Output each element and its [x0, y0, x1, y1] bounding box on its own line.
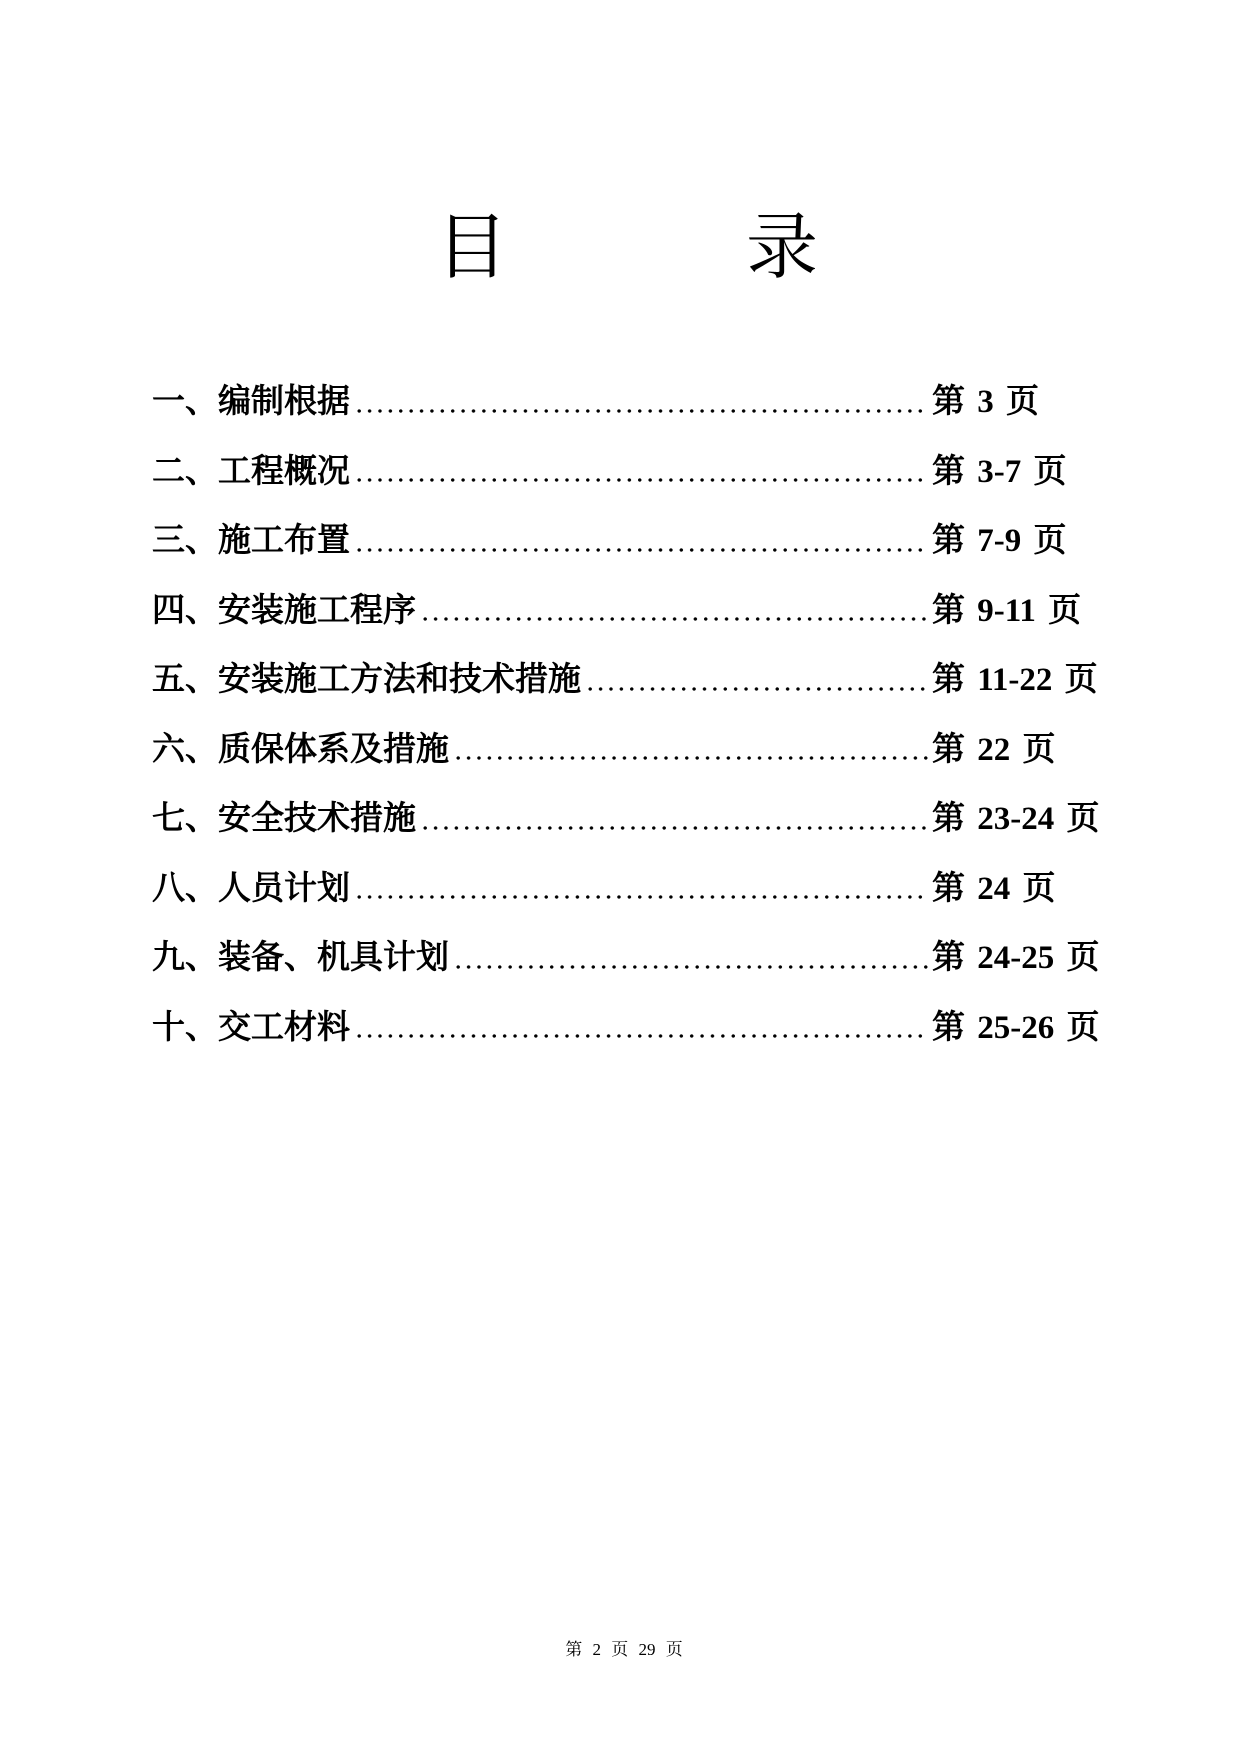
- toc-entry: [152, 723, 928, 770]
- toc-label: 三、施工布置: [152, 523, 350, 560]
- toc-row: [152, 642, 1152, 712]
- toc-label: 二、工程概况: [152, 453, 350, 490]
- toc-label: 六、质保体系及措施: [152, 731, 449, 768]
- toc-entry: [152, 931, 928, 978]
- toc-row: [152, 503, 1152, 573]
- toc-leader-dots: [453, 756, 928, 760]
- toc-leader-dots: [354, 548, 928, 552]
- toc-row: [152, 781, 1152, 851]
- toc-label: 七、安全技术措施: [152, 801, 416, 838]
- page-footer: 第 2 页 29 页: [565, 1640, 683, 1659]
- toc-entry: [152, 792, 928, 839]
- toc-row: [152, 364, 1152, 434]
- toc-page-number: 第 3-7 页: [932, 453, 1067, 490]
- toc-page-number: 第 24 页: [932, 870, 1056, 907]
- toc-leader-dots: [420, 826, 928, 830]
- toc-label: 五、安装施工方法和技术措施: [152, 662, 581, 699]
- toc-page-number: 第 22 页: [932, 731, 1056, 768]
- toc-page-number: 第 25-26 页: [932, 1009, 1100, 1046]
- toc-label: 四、安装施工程序: [152, 592, 416, 629]
- toc-row: [152, 990, 1152, 1060]
- toc-entry: [152, 862, 928, 909]
- toc-leader-dots: [453, 965, 928, 969]
- toc-label: 十、交工材料: [152, 1009, 350, 1046]
- toc-entry: [152, 375, 928, 422]
- toc-label: 八、人员计划: [152, 870, 350, 907]
- toc-page-number: 第 23-24 页: [932, 801, 1100, 838]
- toc-entry: [152, 514, 928, 561]
- toc-page-number: 第 24-25 页: [932, 940, 1100, 977]
- toc-page-number: 第 7-9 页: [932, 523, 1067, 560]
- toc-page-number: 第 9-11 页: [932, 592, 1082, 629]
- toc-row: [152, 712, 1152, 782]
- toc-row: [152, 920, 1152, 990]
- toc-entry: [152, 1001, 928, 1048]
- toc-entry: [152, 653, 928, 700]
- toc-entry: [152, 445, 928, 492]
- toc-leader-dots: [354, 409, 928, 413]
- toc-leader-dots: [420, 617, 928, 621]
- toc-label: 九、装备、机具计划: [152, 940, 449, 977]
- toc-page-number: 第 3 页: [932, 384, 1039, 421]
- toc-row: [152, 573, 1152, 643]
- toc-row: [152, 434, 1152, 504]
- toc-list: [152, 364, 1152, 1059]
- toc-leader-dots: [585, 687, 928, 691]
- page-title: 目录: [436, 208, 1057, 288]
- toc-leader-dots: [354, 478, 928, 482]
- toc-page-number: 第 11-22 页: [932, 662, 1098, 699]
- toc-leader-dots: [354, 895, 928, 899]
- toc-entry: [152, 584, 928, 631]
- toc-leader-dots: [354, 1034, 928, 1038]
- toc-row: [152, 851, 1152, 921]
- toc-label: 一、编制根据: [152, 384, 350, 421]
